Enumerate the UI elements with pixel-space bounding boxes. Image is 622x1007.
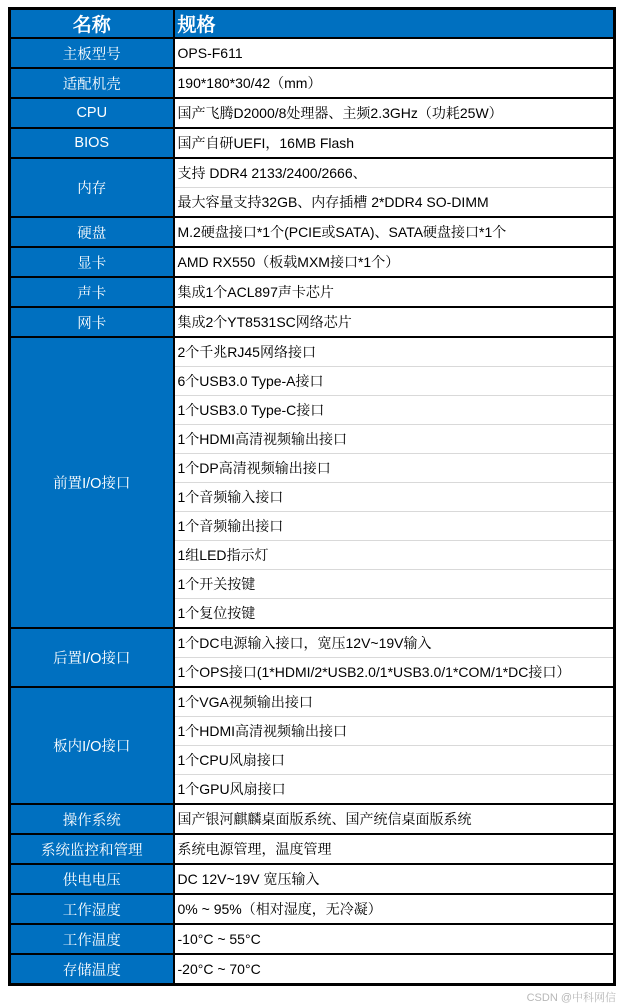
table-row: [10, 804, 615, 834]
header-row: [10, 9, 615, 39]
spec-value-cell: 6个USB3.0 Type-A接口: [174, 367, 615, 396]
spec-value-cell: 190*180*30/42（mm）: [174, 68, 615, 98]
table-row: [10, 954, 615, 985]
spec-value-cell: 1个HDMI高清视频输出接口: [174, 717, 615, 746]
table-row: [10, 894, 615, 924]
spec-name-cell: 后置I/O接口: [10, 628, 174, 687]
spec-value-cell: 1个音频输入接口: [174, 483, 615, 512]
spec-value-cell: -20°C ~ 70°C: [174, 954, 615, 985]
spec-name-cell: 前置I/O接口: [10, 337, 174, 628]
table-row: [10, 307, 615, 337]
spec-value-cell: 1组LED指示灯: [174, 541, 615, 570]
spec-name-cell: 网卡: [10, 307, 174, 337]
spec-name-cell: 板内I/O接口: [10, 687, 174, 804]
table-row: [10, 864, 615, 894]
spec-value-cell: 1个USB3.0 Type-C接口: [174, 396, 615, 425]
table-row: [10, 687, 615, 717]
table-row: [10, 98, 615, 128]
spec-name-cell: 系统监控和管理: [10, 834, 174, 864]
table-row: [10, 337, 615, 367]
spec-table-body: [10, 38, 615, 985]
spec-value-cell: 1个复位按键: [174, 599, 615, 629]
spec-value-cell: 1个开关按键: [174, 570, 615, 599]
table-row: [10, 924, 615, 954]
table-row: [10, 834, 615, 864]
spec-name-cell: 操作系统: [10, 804, 174, 834]
spec-value-cell: 1个HDMI高清视频输出接口: [174, 425, 615, 454]
spec-value-cell: 1个DC电源输入接口，宽压12V~19V输入: [174, 628, 615, 658]
spec-name-cell: 内存: [10, 158, 174, 217]
spec-value-cell: 国产银河麒麟桌面版系统、国产统信桌面版系统: [174, 804, 615, 834]
spec-value-cell: 1个CPU风扇接口: [174, 746, 615, 775]
spec-name-cell: 工作温度: [10, 924, 174, 954]
spec-value-cell: OPS-F611: [174, 38, 615, 68]
spec-value-cell: 2个千兆RJ45网络接口: [174, 337, 615, 367]
spec-table: [8, 7, 616, 986]
spec-value-cell: 集成2个YT8531SC网络芯片: [174, 307, 615, 337]
spec-value-cell: 最大容量支持32GB、内存插槽 2*DDR4 SO-DIMM: [174, 188, 615, 218]
spec-value-cell: 国产自研UEFI，16MB Flash: [174, 128, 615, 158]
spec-name-cell: 工作湿度: [10, 894, 174, 924]
spec-value-cell: 1个VGA视频输出接口: [174, 687, 615, 717]
spec-value-cell: M.2硬盘接口*1个(PCIE或SATA)、SATA硬盘接口*1个: [174, 217, 615, 247]
spec-name-cell: 存储温度: [10, 954, 174, 985]
spec-value-cell: 1个DP高清视频输出接口: [174, 454, 615, 483]
spec-value-cell: 1个OPS接口(1*HDMI/2*USB2.0/1*USB3.0/1*COM/1*DC接口）: [174, 658, 615, 688]
spec-value-cell: 1个音频输出接口: [174, 512, 615, 541]
spec-name-cell: BIOS: [10, 128, 174, 158]
spec-value-cell: 集成1个ACL897声卡芯片: [174, 277, 615, 307]
spec-name-cell: 硬盘: [10, 217, 174, 247]
spec-name-cell: 适配机壳: [10, 68, 174, 98]
spec-name-cell: CPU: [10, 98, 174, 128]
table-row: [10, 38, 615, 68]
spec-name-cell: 声卡: [10, 277, 174, 307]
spec-name-cell: 供电电压: [10, 864, 174, 894]
spec-value-cell: 国产飞腾D2000/8处理器、主频2.3GHz（功耗25W）: [174, 98, 615, 128]
spec-value-cell: 系统电源管理，温度管理: [174, 834, 615, 864]
spec-name-cell: 显卡: [10, 247, 174, 277]
spec-value-cell: 支持 DDR4 2133/2400/2666、: [174, 158, 615, 188]
table-row: [10, 628, 615, 658]
spec-value-cell: AMD RX550（板载MXM接口*1个）: [174, 247, 615, 277]
spec-name-cell: 主板型号: [10, 38, 174, 68]
table-row: [10, 217, 615, 247]
header-name: 名称: [10, 9, 174, 39]
table-row: [10, 277, 615, 307]
table-row: [10, 68, 615, 98]
table-row: [10, 158, 615, 188]
table-row: [10, 128, 615, 158]
spec-value-cell: 1个GPU风扇接口: [174, 775, 615, 805]
spec-value-cell: 0% ~ 95%（相对湿度，无冷凝）: [174, 894, 615, 924]
header-spec: 规格: [174, 9, 615, 39]
table-row: [10, 247, 615, 277]
spec-value-cell: -10°C ~ 55°C: [174, 924, 615, 954]
spec-value-cell: DC 12V~19V 宽压输入: [174, 864, 615, 894]
watermark: CSDN @中科网信: [526, 992, 616, 1004]
